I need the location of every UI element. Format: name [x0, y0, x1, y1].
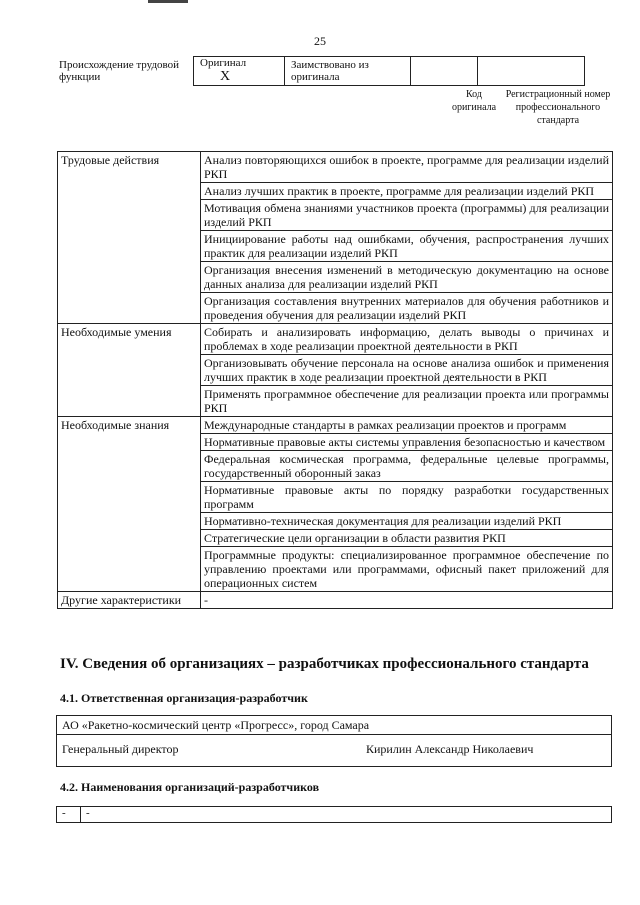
scan-mark	[148, 0, 188, 3]
row-label: Другие характеристики	[58, 592, 201, 609]
row-label: Необходимые умения	[58, 324, 201, 417]
origin-reg-cell	[478, 57, 585, 86]
table-row	[58, 417, 613, 434]
code-caption: Код оригинала	[451, 89, 497, 113]
row-item: Нормативные правовые акты по порядку разработки государственных программ	[201, 482, 613, 513]
row-item: Применять программное обеспечение для реализации проекта или программы РКП	[201, 386, 613, 417]
director-role: Генеральный директор	[62, 742, 179, 756]
row-item: Собирать и анализировать информацию, делать выводы о причинах и проблемах в ходе реализации проектной деятельности в РКП	[201, 324, 613, 355]
table-row	[58, 592, 613, 609]
developers-box	[56, 806, 612, 823]
function-table	[57, 151, 613, 609]
box-divider	[57, 734, 611, 735]
page-number: 25	[314, 34, 326, 48]
subsection-developers: 4.2. Наименования организаций-разработчиков	[60, 780, 320, 794]
section-heading: IV. Сведения об организациях – разработчиках профессионального стандарта	[60, 656, 589, 672]
org-name: АО «Ракетно-космический центр «Прогресс», город Самара	[62, 718, 370, 732]
origin-code-cell	[411, 57, 478, 86]
row-item: Анализ лучших практик в проекте, программе для реализации изделий РКП	[201, 183, 613, 200]
row-item: -	[201, 592, 613, 609]
row-item: Организовывать обучение персонала на основе анализа ошибок и применения лучших практик в ходе реализации проектной деятельности в РКП	[201, 355, 613, 386]
origin-label: Происхождение трудовой функции	[59, 59, 180, 83]
row-item: Программные продукты: специализированное программное обеспечение по управлению проектами или программами, офисный пакет приложений для операционных систем	[201, 547, 613, 592]
row-item: Федеральная космическая программа, федеральные целевые программы, государственный оборонный заказ	[201, 451, 613, 482]
row-item: Анализ повторяющихся ошибок в проекте, программе для реализации изделий РКП	[201, 152, 613, 183]
origin-check-mark: X	[220, 69, 231, 84]
director-name: Кирилин Александр Николаевич	[366, 742, 534, 756]
row-item: Стратегические цели организации в области развития РКП	[201, 530, 613, 547]
origin-original-cell	[194, 57, 285, 86]
origin-original-label: Оригинал	[200, 57, 247, 69]
row-label: Необходимые знания	[58, 417, 201, 592]
table-row	[58, 324, 613, 355]
row-item: Организация составления внутренних материалов для обучения работников и проведения обучения для реализации изделий РКП	[201, 293, 613, 324]
row-item: Международные стандарты в рамках реализации проектов и программ	[201, 417, 613, 434]
row-item: Организация внесения изменений в методическую документацию на основе данных анализа для реализации изделий РКП	[201, 262, 613, 293]
table-row	[58, 152, 613, 183]
subsection-responsible: 4.1. Ответственная организация-разработчик	[60, 691, 308, 705]
developer-name: -	[86, 807, 90, 819]
origin-borrowed-cell: Заимствовано из оригинала	[285, 57, 411, 86]
row-item: Нормативные правовые акты системы управления безопасностью и качеством	[201, 434, 613, 451]
row-item: Инициирование работы над ошибками, обучения, распространения лучших практик для реализации изделий РКП	[201, 231, 613, 262]
reg-caption: Регистрационный номер профессионального стандарта	[505, 89, 611, 126]
row-item: Мотивация обмена знаниями участников проекта (программы) для реализации изделий РКП	[201, 200, 613, 231]
developer-number: -	[62, 807, 66, 819]
origin-table	[193, 56, 585, 86]
row-label: Трудовые действия	[58, 152, 201, 324]
box-divider	[80, 807, 81, 822]
row-item: Нормативно-техническая документация для реализации изделий РКП	[201, 513, 613, 530]
